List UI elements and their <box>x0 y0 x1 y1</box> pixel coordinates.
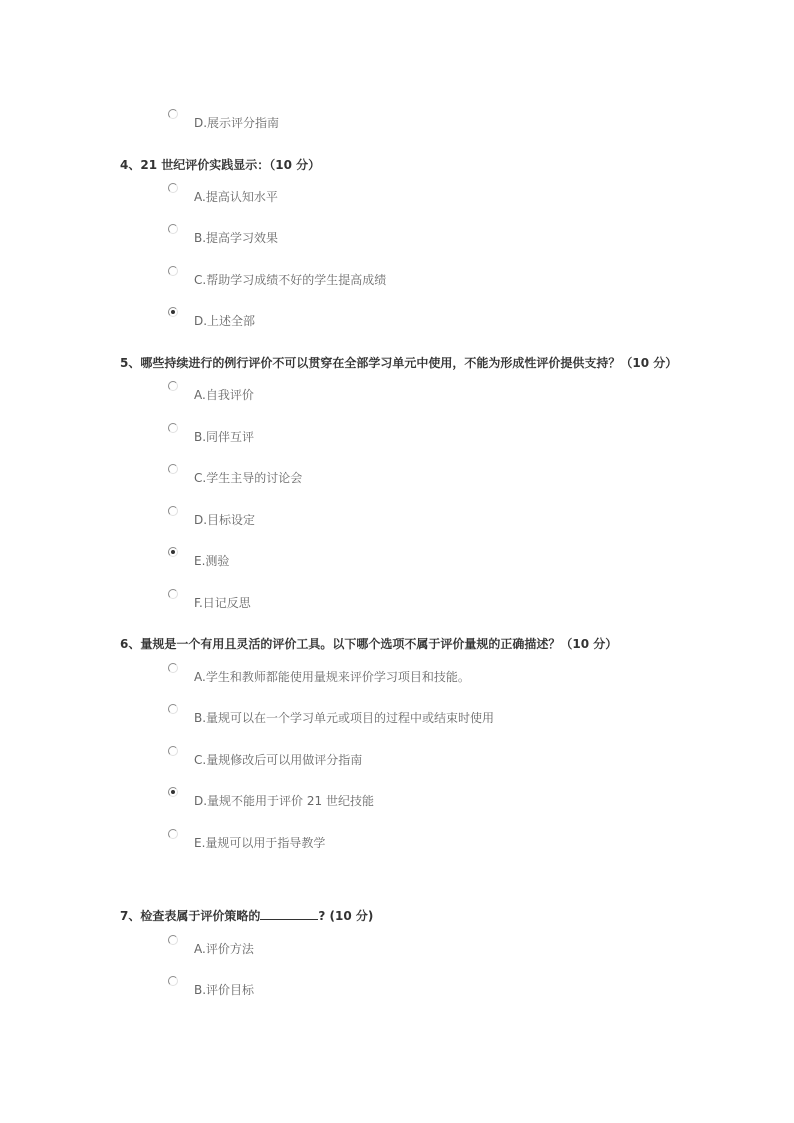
radio-button[interactable] <box>168 109 178 119</box>
radio-button[interactable] <box>168 183 178 193</box>
radio-button[interactable] <box>168 935 178 945</box>
option-label: C.学生主导的讨论会 <box>194 471 303 485</box>
option-label: D.展示评分指南 <box>194 116 280 130</box>
question-4-title: 4、21 世纪评价实践显示：（10 分） <box>120 158 321 172</box>
radio-button[interactable] <box>168 423 178 433</box>
radio-button[interactable] <box>168 663 178 673</box>
option-label: A.提高认知水平 <box>194 190 278 204</box>
radio-button[interactable] <box>168 829 178 839</box>
option-label: B.提高学习效果 <box>194 231 279 245</box>
fill-in-blank <box>260 907 318 920</box>
radio-button[interactable] <box>168 746 178 756</box>
radio-button[interactable] <box>168 589 178 599</box>
option-label: C.帮助学习成绩不好的学生提高成绩 <box>194 273 387 287</box>
radio-button[interactable] <box>168 381 178 391</box>
option-label: B.量规可以在一个学习单元或项目的过程中或结束时使用 <box>194 711 495 725</box>
radio-button[interactable] <box>168 976 178 986</box>
option-label: D.目标设定 <box>194 513 256 527</box>
question-7-title-suffix: ? (10 分) <box>318 909 374 923</box>
question-7-title <box>120 907 373 924</box>
option-label: F.日记反思 <box>194 596 251 610</box>
option-label: E.量规可以用于指导教学 <box>194 836 326 850</box>
radio-button-selected[interactable] <box>168 307 178 317</box>
radio-button[interactable] <box>168 224 178 234</box>
option-label: A.自我评价 <box>194 388 254 402</box>
option-label: B.评价目标 <box>194 983 255 997</box>
question-6-title: 6、量规是一个有用且灵活的评价工具。以下哪个选项不属于评价量规的正确描述？（10 分） <box>120 637 618 651</box>
radio-button[interactable] <box>168 464 178 474</box>
radio-button-selected[interactable] <box>168 787 178 797</box>
radio-button[interactable] <box>168 704 178 714</box>
question-7-title-prefix: 7、检查表属于评价策略的 <box>120 909 261 923</box>
question-5-title: 5、哪些持续进行的例行评价不可以贯穿在全部学习单元中使用，不能为形成性评价提供支持？（10 分） <box>120 356 678 370</box>
option-label: A.评价方法 <box>194 942 254 956</box>
option-label: A.学生和教师都能使用量规来评价学习项目和技能。 <box>194 670 470 684</box>
option-label: E.测验 <box>194 554 230 568</box>
radio-button-selected[interactable] <box>168 547 178 557</box>
option-label: C.量规修改后可以用做评分指南 <box>194 753 363 767</box>
radio-button[interactable] <box>168 266 178 276</box>
radio-button[interactable] <box>168 506 178 516</box>
option-label: D.量规不能用于评价 21 世纪技能 <box>194 794 374 808</box>
option-label: D.上述全部 <box>194 314 256 328</box>
option-label: B.同伴互评 <box>194 430 255 444</box>
